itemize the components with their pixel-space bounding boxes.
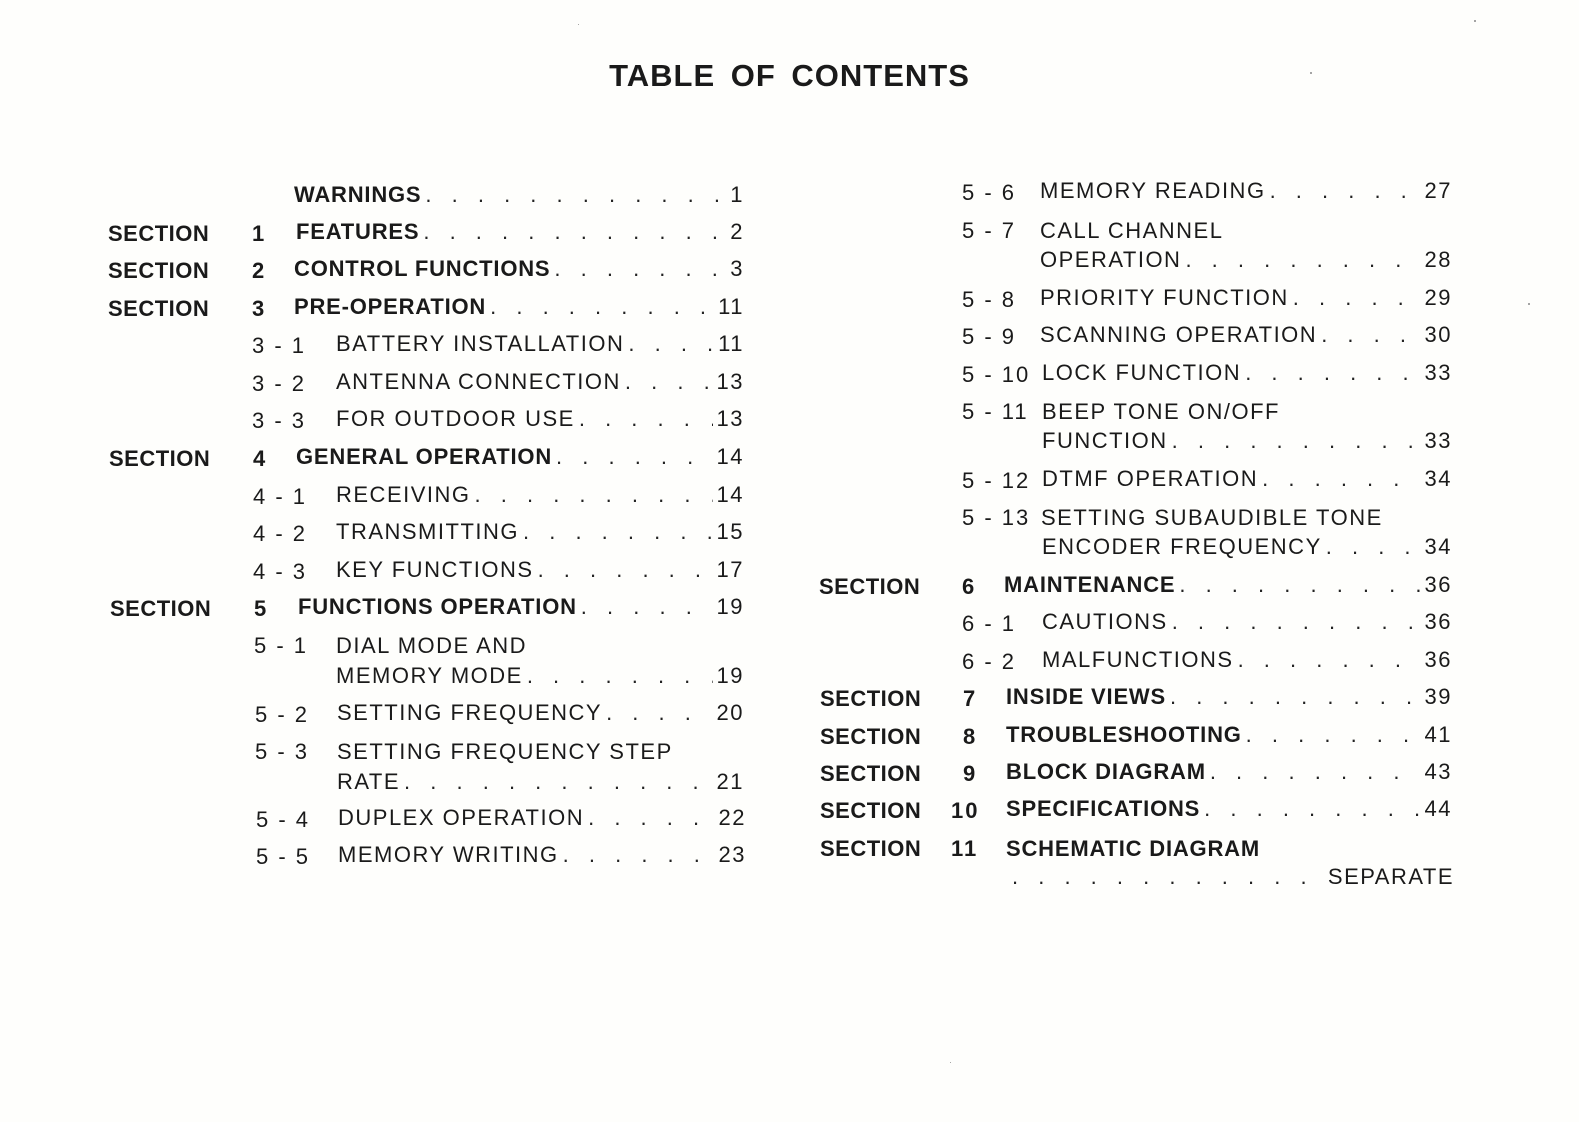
toc-entry-page: 2 [730,219,744,244]
toc-entry-general-operation [296,444,744,470]
toc-entry-title: MEMORY WRITING [338,842,559,867]
toc-entry-specifications [1006,796,1452,822]
section-label: SECTION [820,836,922,861]
section-number: 10 [951,798,980,823]
toc-entry-page: 27 [1424,178,1452,203]
subsection-number: 3 - 1 [252,333,307,358]
section-number: 5 [254,596,269,621]
toc-entry-title: CAUTIONS [1042,609,1168,634]
section-label: SECTION [819,574,921,599]
subsection-number: 4 - 2 [253,521,308,546]
section-label: SECTION [108,258,210,283]
toc-entry-title: SCHEMATIC DIAGRAM [1006,836,1260,861]
toc-entry-title: WARNINGS [294,182,422,207]
toc-entry-warnings [294,182,744,208]
toc-entry-dtmf-operation [1042,466,1452,492]
section-label: SECTION [820,761,922,786]
scan-speck [1310,72,1312,74]
section-label: SECTION [820,686,922,711]
toc-entry-memory-writing [338,842,746,868]
toc-entry-step-rate [337,769,744,795]
leader-dots [579,406,713,432]
leader-dots [1262,466,1420,492]
subsection-number: 6 - 1 [962,611,1017,636]
toc-entry-title: BLOCK DIAGRAM [1006,759,1206,784]
toc-entry-maintenance [1004,572,1452,598]
toc-entry-title-line2: MEMORY MODE [336,663,523,688]
subsection-number: 5 - 12 [962,468,1031,493]
subsection-number: 4 - 1 [253,484,308,509]
leader-dots [1172,609,1421,635]
toc-entry-title: INSIDE VIEWS [1006,684,1166,709]
toc-entry-title: DUPLEX OPERATION [338,805,585,830]
toc-entry-page: 36 [1424,647,1452,672]
toc-entry-page: 17 [716,557,744,582]
toc-entry-for-outdoor-use [336,406,744,432]
toc-entry-page: 13 [716,369,744,394]
subsection-number: 6 - 2 [962,649,1017,674]
leader-dots [625,369,713,395]
leader-dots [1238,647,1421,673]
toc-entry-title: BATTERY INSTALLATION [336,331,625,356]
toc-entry-page: 44 [1424,796,1452,821]
toc-entry-page: 43 [1424,759,1452,784]
section-number: 2 [252,258,267,283]
toc-entry-page: 28 [1424,247,1452,272]
scan-speck [578,24,579,25]
toc-entry-title-line1: SETTING FREQUENCY STEP [337,739,673,764]
toc-entry-malfunctions [1042,647,1452,673]
subsection-number: 5 - 7 [962,218,1017,243]
toc-entry-page: 22 [718,805,746,830]
toc-entry-page: 19 [716,594,744,619]
toc-entry-title: MALFUNCTIONS [1042,647,1234,672]
leader-dots [1179,572,1420,598]
toc-entry-title: ANTENNA CONNECTION [336,369,621,394]
toc-entry-priority-function [1040,285,1452,311]
toc-entry-page: 20 [716,700,744,725]
leader-dots [1170,684,1421,710]
section-number: 8 [963,724,978,749]
page-title: TABLE OF CONTENTS [609,58,970,93]
leader-dots [606,700,712,726]
toc-entry-subaudible-tone [1042,534,1452,560]
subsection-number: 5 - 3 [255,739,310,764]
toc-entry-title-line1: DIAL MODE AND [336,633,528,658]
toc-entry-schematic-diagram [1012,864,1454,890]
toc-entry-troubleshooting [1006,722,1452,748]
leader-dots [1270,178,1421,204]
toc-entry-page: 33 [1424,360,1452,385]
toc-entry-page: 34 [1424,466,1452,491]
toc-entry-dial-mode [336,663,744,689]
toc-entry-lock-function [1042,360,1452,386]
subsection-number: 5 - 11 [962,399,1029,424]
subsection-number: 3 - 2 [252,371,307,396]
subsection-number: 5 - 5 [256,844,311,869]
toc-entry-page: 14 [716,444,744,469]
toc-entry-page: 3 [730,256,744,281]
toc-entry-title: MEMORY READING [1040,178,1266,203]
toc-entry-page: 19 [716,663,744,688]
toc-entry-title: MAINTENANCE [1004,572,1176,597]
leader-dots [538,557,713,583]
toc-entry-title: FUNCTIONS OPERATION [298,594,577,619]
toc-entry-title: CONTROL FUNCTIONS [294,256,551,281]
toc-entry-title: DTMF OPERATION [1042,466,1259,491]
toc-entry-title: SETTING FREQUENCY [337,700,603,725]
section-number: 9 [963,761,978,786]
leader-dots [475,482,713,508]
section-number: 4 [253,446,268,471]
toc-entry-title: TROUBLESHOOTING [1006,722,1242,747]
leader-dots [588,805,714,831]
section-number: 7 [963,686,978,711]
toc-entry-page: 13 [716,406,744,431]
section-number: 11 [951,836,979,861]
toc-entry-title: SCANNING OPERATION [1040,322,1318,347]
section-number: 6 [962,574,977,599]
leader-dots [523,519,713,545]
toc-entry-page: 29 [1424,285,1452,310]
toc-entry-title: FOR OUTDOOR USE [336,406,575,431]
leader-dots [425,182,726,208]
toc-entry-page: 34 [1424,534,1452,559]
leader-dots [490,294,714,320]
toc-entry-page: SEPARATE [1327,864,1454,889]
toc-entry-battery-installation [336,331,744,357]
toc-entry-block-diagram [1006,759,1452,785]
toc-entry-control-functions [294,256,744,282]
leader-dots [404,769,712,795]
toc-entry-receiving [336,482,744,508]
subsection-number: 3 - 3 [252,408,307,433]
toc-entry-memory-reading [1040,178,1452,204]
toc-entry-page: 41 [1424,722,1452,747]
toc-entry-title-line2: OPERATION [1040,247,1182,272]
toc-entry-page: 33 [1424,428,1452,453]
toc-entry-title: FEATURES [296,219,420,244]
toc-entry-page: 36 [1424,572,1452,597]
toc-entry-beep-tone [1042,428,1452,454]
subsection-number: 5 - 4 [256,807,311,832]
section-label: SECTION [108,296,210,321]
leader-dots [1326,534,1421,560]
toc-entry-page: 36 [1424,609,1452,634]
leader-dots [1245,360,1420,386]
leader-dots [628,331,714,357]
toc-entry-setting-frequency [337,700,744,726]
subsection-number: 5 - 6 [962,180,1017,205]
toc-entry-pre-operation [294,294,744,320]
toc-entry-page: 39 [1424,684,1452,709]
toc-entry-call-channel [1040,247,1452,273]
leader-dots [563,842,715,868]
toc-entry-title-line1: SETTING SUBAUDIBLE TONE [1041,505,1383,530]
toc-entry-page: 14 [716,482,744,507]
section-label: SECTION [109,446,211,471]
toc-entry-duplex-operation [338,805,746,831]
scan-speck [1474,20,1476,22]
toc-entry-page: 30 [1424,322,1452,347]
leader-dots [581,594,713,620]
subsection-number: 5 - 9 [962,324,1017,349]
toc-entry-page: 15 [716,519,744,544]
section-label: SECTION [110,596,212,621]
leader-dots [1185,247,1420,273]
leader-dots [556,444,712,470]
section-number: 3 [252,296,267,321]
toc-entry-title: SPECIFICATIONS [1006,796,1201,821]
toc-entry-title: RECEIVING [336,482,471,507]
leader-dots [554,256,726,282]
toc-entry-cautions [1042,609,1452,635]
toc-entry-title: LOCK FUNCTION [1042,360,1242,385]
leader-dots [1012,864,1324,890]
toc-entry-page: 21 [716,769,744,794]
leader-dots [1204,796,1420,822]
toc-entry-title: TRANSMITTING [336,519,519,544]
toc-entry-page: 23 [718,842,746,867]
leader-dots [1246,722,1421,748]
toc-entry-title: PRIORITY FUNCTION [1040,285,1289,310]
toc-entry-title: KEY FUNCTIONS [336,557,534,582]
toc-entry-title: GENERAL OPERATION [296,444,553,469]
toc-entry-antenna-connection [336,369,744,395]
scan-speck [1528,303,1530,305]
section-label: SECTION [820,724,922,749]
subsection-number: 4 - 3 [253,559,308,584]
toc-entry-title-line2: RATE [337,769,401,794]
toc-entry-page: 1 [730,182,744,207]
subsection-number: 5 - 8 [962,287,1017,312]
leader-dots [1321,322,1420,348]
leader-dots [1293,285,1421,311]
leader-dots [1172,428,1421,454]
toc-entry-page: 11 [718,294,744,319]
toc-entry-page: 11 [718,331,744,356]
subsection-number: 5 - 13 [962,505,1031,530]
subsection-number: 5 - 1 [254,633,309,658]
subsection-number: 5 - 2 [255,702,310,727]
leader-dots [527,663,713,689]
toc-entry-title-line2: FUNCTION [1042,428,1168,453]
toc-entry-scanning-operation [1040,322,1452,348]
toc-entry-key-functions [336,557,744,583]
toc-entry-title-line2: ENCODER FREQUENCY [1042,534,1322,559]
leader-dots [1210,759,1421,785]
section-number: 1 [252,221,267,246]
subsection-number: 5 - 10 [962,362,1031,387]
toc-entry-inside-views [1006,684,1452,710]
section-label: SECTION [108,221,210,246]
scan-speck [950,1062,951,1063]
section-label: SECTION [820,798,922,823]
toc-entry-title-line1: CALL CHANNEL [1040,218,1224,243]
leader-dots [423,219,726,245]
toc-entry-title: PRE-OPERATION [294,294,487,319]
toc-entry-functions-operation [298,594,744,620]
toc-entry-features [296,219,744,245]
toc-entry-title-line1: BEEP TONE ON/OFF [1042,399,1280,424]
toc-entry-transmitting [336,519,744,545]
